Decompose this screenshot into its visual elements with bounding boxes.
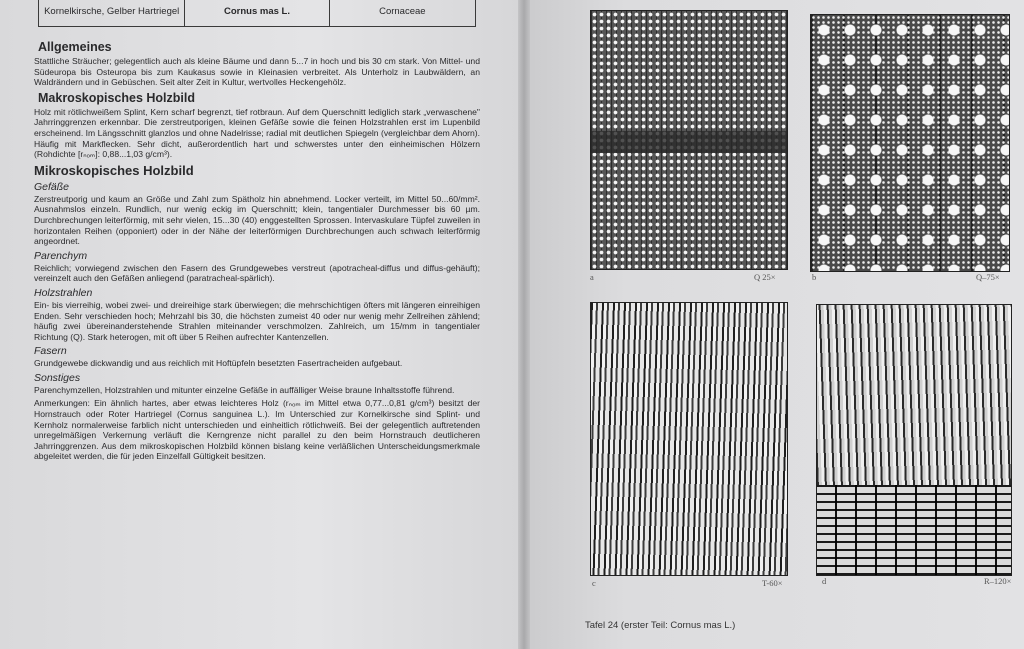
text-anmerkungen: Anmerkungen: Ein ähnlich hartes, aber etwas leichteres Holz (rₙₒₘ im Mittel etwa 0,77...0,81 g/cm³) besitzt der Hornstrauch oder Roter Hartriegel (Cornus sanguinea L.). Im Unterschied zur Kornelkirsche sind Splint- und Kernholz normalerweise farblich nicht unterschieden und einheitlich rötlichweiß. Bei der gelegentlich auftretenden unregelmäßigen Verkernung verläuft die Kerngrenze nicht parallel zu den beim Hornstrauch deutlicheren Jahrringgrenzen. Aus dem mikroskopischen Holzbild können bislang keine verläßlichen Unterscheidungsmerkmale abgeleitet werden, die für jeden Einzelfall Gültigkeit besitzen. (34, 398, 480, 462)
text-content (34, 38, 480, 465)
micrograph-c (590, 302, 788, 576)
caption-label-b: Q–75× (976, 272, 1000, 282)
micrograph-b (810, 14, 1010, 272)
heading-allgemeines: Allgemeines (38, 40, 112, 54)
caption-letter-d: d (822, 576, 827, 586)
text-gefaesse: Zerstreutporig und kaum an Größe und Zahl zum Spätholz hin abnehmend. Locker verteilt, im Mittel 50...60/mm². Ausnahmslos einzeln. Rundlich, nur wenig eckig im Querschnitt; klein, tangentialer Durchmesser bis 60 µm. Durchbrechungen leiterförmig, mit sehr vielen, 15...30 (40) enggestellten Sprossen. Intervaskulare Tüpfel zuweilen in horizontalen Reihen (opponiert) oder in der Nähe der leiterförmigen Durchbrechungen auch schwach leiterförmig angeordnet. (34, 193, 480, 247)
text-makro: Holz mit rötlichweißem Splint, Kern scharf begrenzt, tief rotbraun. Auf dem Querschnitt lediglich stark „verwaschene" Jahrringgrenzen erkennbar. Die zerstreutporigen, kleinen Gefäße sowie die feinen Holzstrahlen erst im Lupenbild erscheinend. Im Längsschnitt glanzlos und ohne Nadelrisse; radial mit deutlichen Spiegeln (vergleichbar dem Ahorn). Häufig mit Markflecken. Sehr dicht, außerordentlich hart und schwerstes unter den einheimischen Hölzern (Rohdichte [rₙₒₘ]: 0,88...1,03 g/cm³). (34, 106, 480, 160)
text-allgemeines: Stattliche Sträucher; gelegentlich auch als kleine Bäume und dann 5...7 in hoch und bis 30 cm stark. Von Mittel- und Südeuropa bis Osteuropa bis zum Kaukasus sowie in Kleinasien verbreitet. Als Unterholz in Laubwäldern, an Waldrändern und in Gebüschen. Seit alter Zeit in Kultur, wertvolles Heckengehölz. (34, 56, 480, 88)
heading-sonstiges: Sonstiges (34, 371, 81, 384)
text-parenchym: Reichlich; vorwiegend zwischen den Fasern des Grundgewebes verstreut (apotracheal-diffus und diffus-gehäuft); vereinzelt auch den Gefäßen anliegend (paratracheal-spärlich). (34, 262, 480, 284)
text-holzstrahlen: Ein- bis vierreihig, wobei zwei- und dreireihige stark überwiegen; die mehrschichtigen öfters mit längeren einreihigen Enden. Sehr verschieden hoch; Mehrzahl bis 30, die höchsten zumeist 40 oder nur wenig mehr Zellreihen zählend; häufig zwei übereinanderstehende Strahlen miteinander verschmolzen. Zahlreich, um 15/mm in tangentialer Richtung (Q). Stark heterogen, mit oft über 5 Reihen aufrechter Kantenzellen. (34, 299, 480, 342)
heading-fasern: Fasern (34, 345, 67, 358)
caption-label-d: R–120× (984, 576, 1012, 586)
text-sonstiges: Parenchymzellen, Holzstrahlen und mitunter einzelne Gefäße in auffälliger Weise braune Inhaltsstoffe führend. (34, 384, 455, 395)
caption-label-a: Q 25× (754, 272, 776, 282)
plate-caption: Tafel 24 (erster Teil: Cornus mas L.) (585, 620, 736, 631)
latin-name-cell: Cornus mas L. (185, 0, 329, 26)
caption-letter-b: b (812, 272, 817, 282)
caption-letter-c: c (592, 578, 596, 588)
caption-letter-a: a (590, 272, 594, 282)
common-name-cell: Kornelkirsche, Gelber Hartriegel (39, 0, 185, 26)
micrograph-d (816, 304, 1012, 576)
book-gutter (518, 0, 530, 649)
caption-label-c: T-60× (762, 578, 783, 588)
micrograph-a (590, 10, 788, 270)
species-header-table (38, 0, 476, 27)
heading-gefaesse: Gefäße (34, 180, 70, 193)
heading-mikro: Mikroskopisches Holzbild (34, 162, 194, 178)
heading-holzstrahlen: Holzstrahlen (34, 286, 93, 299)
heading-parenchym: Parenchym (34, 249, 88, 262)
family-cell: Cornaceae (379, 6, 426, 17)
text-fasern: Grundgewebe dickwandig und aus reichlich mit Hoftüpfeln besetzten Fasertracheiden aufgebaut. (34, 358, 403, 369)
heading-makro: Makroskopisches Holzbild (38, 90, 195, 105)
